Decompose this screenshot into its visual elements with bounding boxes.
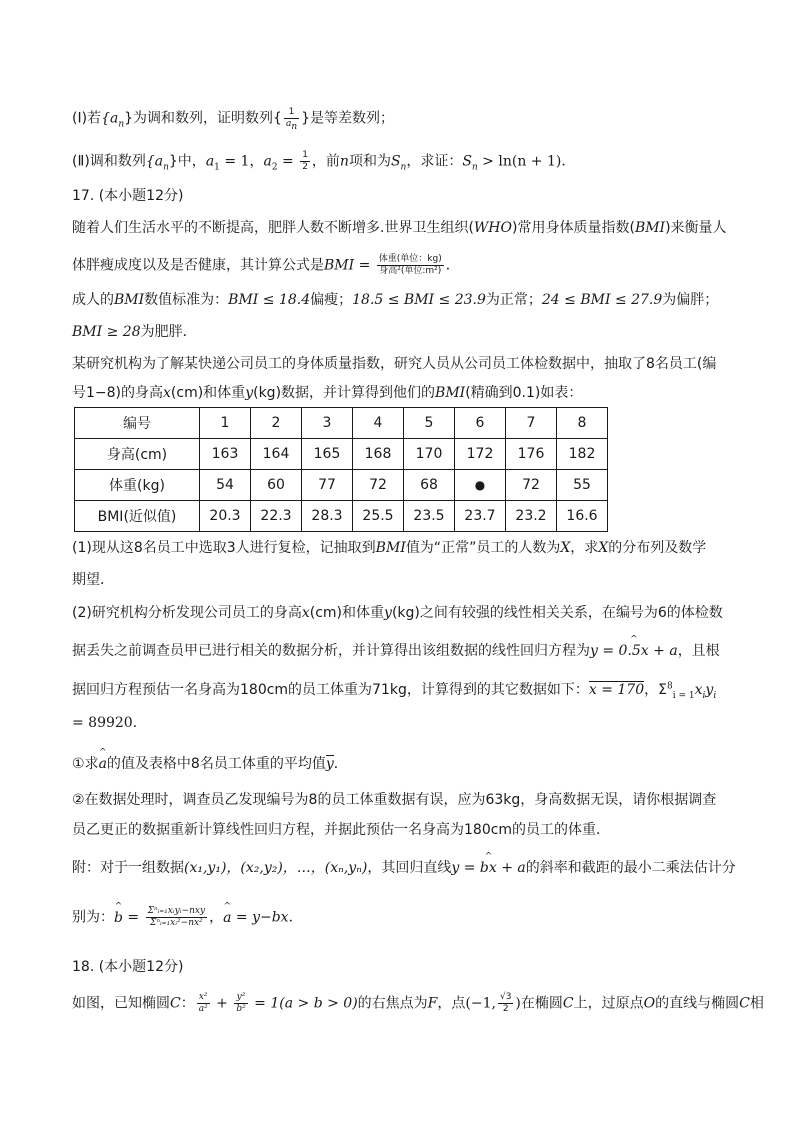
table-header-cell: 4 [353, 408, 404, 439]
table-cell: 23.2 [506, 501, 557, 532]
q17-para4: BMI ≥ 28为肥胖． [72, 324, 197, 340]
table-header-cell: 8 [557, 408, 608, 439]
q17-para5: 某研究机构为了解某快递公司员工的身体质量指数，研究人员从公司员工体检数据中，抽取了8名员工(编 [72, 356, 717, 372]
table-cell: 60 [251, 470, 302, 501]
table-cell: 72 [506, 470, 557, 501]
q17-sub2-line4: = 89920． [72, 715, 147, 731]
q17-sub2-line2: 据丢失之前调查员甲已进行相关的数据分析，并计算得出该组数据的线性回归方程为^ y = 0.5x + a，且根 [72, 641, 722, 661]
q17-sub2: (2)研究机构分析发现公司员工的身高x(cm)和体重y(kg)之间有较强的线性相关关系，在编号为6的体检数 [72, 605, 723, 621]
table-cell: 168 [353, 439, 404, 470]
table-cell: 23.5 [404, 501, 455, 532]
q17-item2: ②在数据处理时，调查员乙发现编号为8的员工体重数据有误，应为63kg，身高数据无误，请你根据调查 [72, 792, 717, 808]
q17-para2: 体胖瘦成度以及是否健康，其计算公式是BMI = $\frac{\text{体重(单位：kg)}}{\text{身高²(单位:m²)}}$ ． [72, 254, 460, 276]
table-cell: 170 [404, 439, 455, 470]
table-cell: 55 [557, 470, 608, 501]
table-cell: 22.3 [251, 501, 302, 532]
table-cell: 172 [455, 439, 506, 470]
table-cell: 16.6 [557, 501, 608, 532]
reciprocal-fraction: $\frac{1}{a_n}$ [285, 107, 298, 132]
half-fraction: $\frac{1}{2}$ [302, 150, 308, 172]
table-row-label: BMI(近似值) [75, 501, 200, 532]
table-cell: 72 [353, 470, 404, 501]
missing-value-cell: ● [455, 470, 506, 501]
part1-line: (Ⅰ)若$\{a_n\}$为调和数列，证明数列{ $\frac{1}{a_n}$ }是等差数列； [72, 107, 395, 132]
q17-sub1-cont: 期望． [72, 572, 114, 588]
q17-para6: 号1−8)的身高x(cm)和体重y(kg)数据，并计算得到他们的BMI(精确到0.1)如表： [72, 385, 583, 401]
q17-header: 17. (本小题12分) [72, 188, 184, 204]
table-header-cell: 5 [404, 408, 455, 439]
table-row-label: 身高(cm) [75, 439, 200, 470]
table-row [75, 439, 608, 470]
table-header-row [75, 408, 608, 439]
part2-line: (Ⅱ)调和数列$\{a_n\}$中，$a_1 = 1$，$a_2$ = $\frac{1}{2}$ ，前n项和为$S_n$，求证：$S_n > \ln(n + 1)$． [72, 150, 576, 173]
q17-sub1: (1)现从这8名员工中选取3人进行复检，记抽取到BMI值为“正常”员工的人数为X，求X的分布列及数学 [72, 540, 707, 556]
employee-data-table [74, 407, 608, 532]
table-cell: 68 [404, 470, 455, 501]
table-row-label: 体重(kg) [75, 470, 200, 501]
table-header-cell: 编号 [75, 408, 200, 439]
table-cell: 77 [302, 470, 353, 501]
q17-item2-cont: 员乙更正的数据重新计算线性回归方程，并据此预估一名身高为180cm的员工的体重． [72, 822, 611, 838]
table-cell: 54 [200, 470, 251, 501]
table-cell: 20.3 [200, 501, 251, 532]
q17-para1: 随着人们生活水平的不断提高，肥胖人数不断增多.世界卫生组织(WHO)常用身体质量指数(BMI)来衡量人 [72, 220, 727, 236]
bmi-formula-fraction: $\frac{\text{体重(单位：kg)}}{\text{身高²(单位:m²)}}$ [378, 254, 442, 276]
q17-item1: ①求^ a的值及表格中8名员工体重的平均值y． [72, 754, 722, 774]
q17-para3: 成人的BMI数值标准为：BMI ≤ 18.4偏瘦；18.5 ≤ BMI ≤ 23.9为正常；24 ≤ BMI ≤ 27.9为偏胖； [72, 292, 719, 308]
table-cell: 23.7 [455, 501, 506, 532]
part1-label: (Ⅰ)若 [72, 110, 102, 127]
q18-header: 18. (本小题12分) [72, 959, 184, 975]
q18-line1: 如图，已知椭圆C： $\frac{\text{x²}}{\text{a²}}$ + $\frac{\text{y²}}{\text{b²}}$ = 1(a > b > 0)的右焦点为F，点(−1, $\frac{√3}{2}$ )在椭圆C上，过原点O的直线与椭圆C相 [72, 992, 764, 1014]
least-squares-fraction: $\frac{\text{Σⁿᵢ₌₁xᵢyᵢ−nxy}}{\text{Σⁿᵢ₌₁xᵢ²−nx²}}$ [147, 906, 206, 928]
table-cell: 182 [557, 439, 608, 470]
table-cell: 176 [506, 439, 557, 470]
table-header-cell: 1 [200, 408, 251, 439]
table-header-cell: 3 [302, 408, 353, 439]
table-cell: 164 [251, 439, 302, 470]
q17-appendix-formulas: 别为：^ b = $\frac{\text{Σⁿᵢ₌₁xᵢyᵢ−nxy}}{\text{Σⁿᵢ₌₁xᵢ²−nx²}}$ ，^ a = y−bx． [72, 906, 722, 929]
table-row [75, 501, 608, 532]
table-cell: 25.5 [353, 501, 404, 532]
q17-sub2-line3: 据回归方程预估一名身高为180cm的员工体重为71kg，计算得到的其它数据如下：x = 170，$\Sigma^8_{i = 1}x_iy_i$ [72, 681, 717, 701]
table-header-cell: 2 [251, 408, 302, 439]
table-cell: 163 [200, 439, 251, 470]
table-header-cell: 7 [506, 408, 557, 439]
table-header-cell: 6 [455, 408, 506, 439]
q17-appendix: 附：对于一组数据(x₁,y₁)，(x₂,y₂)，…，(xₙ,yₙ)，其回归直线^ y = bx + a的斜率和截距的最小二乘法估计分 [72, 858, 722, 878]
table-cell: 28.3 [302, 501, 353, 532]
table-row [75, 470, 608, 501]
table-cell: 165 [302, 439, 353, 470]
